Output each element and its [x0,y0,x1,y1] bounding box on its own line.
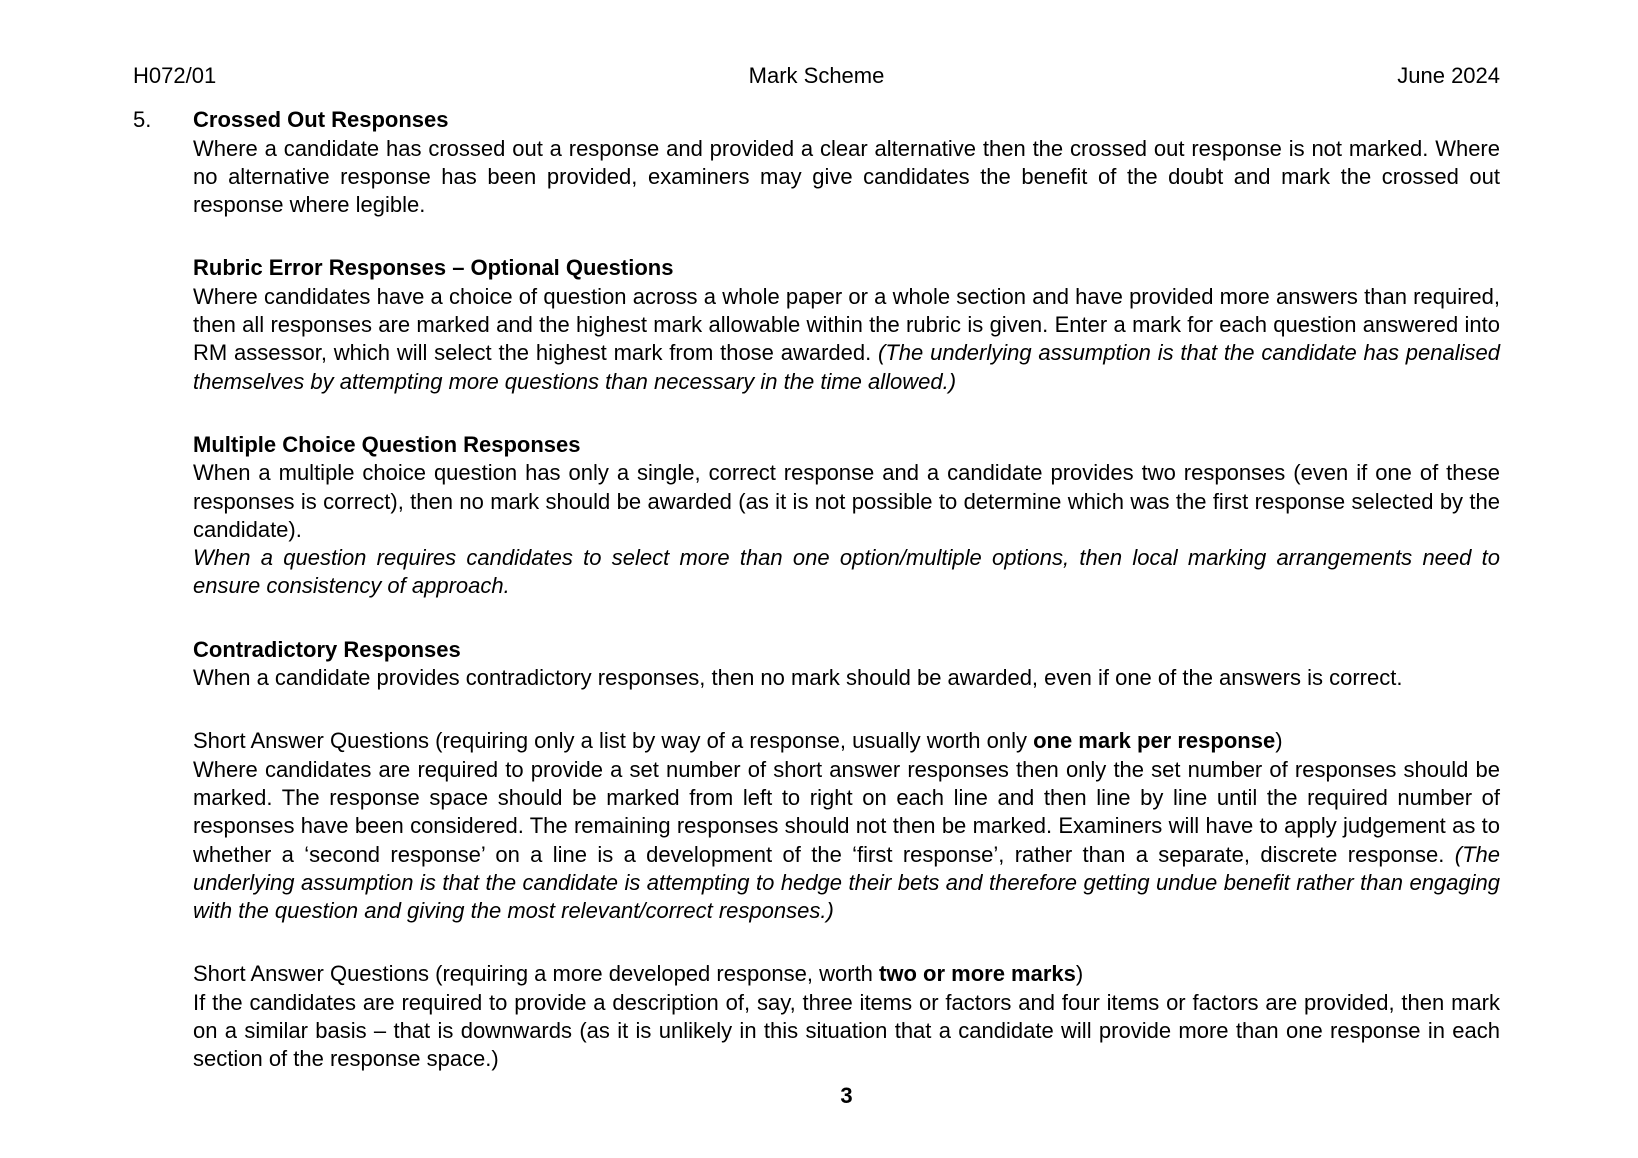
doc-title: Mark Scheme [748,63,885,88]
item-body [193,106,1500,1110]
paragraph: Where a candidate has crossed out a response and provided a clear alternative then the crossed out response is not marked. Where no alternative response has been provided, examiners may give candidates the benefit of the doubt and mark the crossed out response where legible. [193,135,1500,218]
section-rubric-error-responses [193,254,1500,395]
section-heading: Multiple Choice Question Responses [193,431,581,457]
section-heading: Contradictory Responses [193,636,461,662]
page-header [133,62,1500,90]
paragraph: When a question requires candidates to select more than one option/multiple options, then local marking arrangements need to ensure consistency of approach. [193,545,1500,599]
item-number: 5. [133,107,152,133]
paragraph: Where candidates are required to provide a set number of short answer responses then only the set number of responses should be marked. The response space should be marked from left to right on each line and then line by line until the required number of responses have been considered. The remaining responses should not then be marked. Examiners will have to apply judgement as to whether a ‘second response’ on a line is a development of the ‘first response’, rather than a separate, discrete response. (The underlying assumption is that the candidate is attempting to hedge their bets and therefore getting undue benefit rather than engaging with the question and giving the most relevant/correct responses.) [193,756,1500,924]
section-crossed-out-responses [193,106,1500,219]
section-heading: Short Answer Questions (requiring a more developed response, worth two or more marks) [193,961,1084,987]
section-short-answer-developed [193,960,1500,1073]
numbered-item-5 [133,106,1500,1110]
section-heading: Short Answer Questions (requiring only a list by way of a response, usually worth only one mark per response) [193,728,1283,754]
section-heading: Rubric Error Responses – Optional Questions [193,255,674,281]
paragraph: When a multiple choice question has only a single, correct response and a candidate provides two responses (even if one of these responses is correct), then no mark should be awarded (as it is not possible to determine which was the first response selected by the candidate). [193,460,1500,542]
section-contradictory-responses [193,636,1500,693]
paragraph: When a candidate provides contradictory responses, then no mark should be awarded, even if one of the answers is correct. [193,665,1403,691]
section-heading: Crossed Out Responses [193,107,449,133]
section-multiple-choice-question-responses [193,431,1500,601]
section-short-answer-list [193,727,1500,925]
paragraph: If the candidates are required to provide a description of, say, three items or factors and four items or factors are provided, then mark on a similar basis – that is downwards (as it is unlikely in this situation that a candidate will provide more than one response in each section of the response space.) [193,989,1500,1072]
doc-date: June 2024 [1397,63,1501,88]
page-number: 3 [840,1082,853,1108]
doc-code: H072/01 [133,63,217,88]
paragraph: Where candidates have a choice of question across a whole paper or a whole section and have provided more answers than required, then all responses are marked and the highest mark allowable within the rubric is given. Enter a mark for each question answered into RM assessor, which will select the highest mark from those awarded. (The underlying assumption is that the candidate has penalised themselves by attempting more questions than necessary in the time allowed.) [193,283,1500,394]
